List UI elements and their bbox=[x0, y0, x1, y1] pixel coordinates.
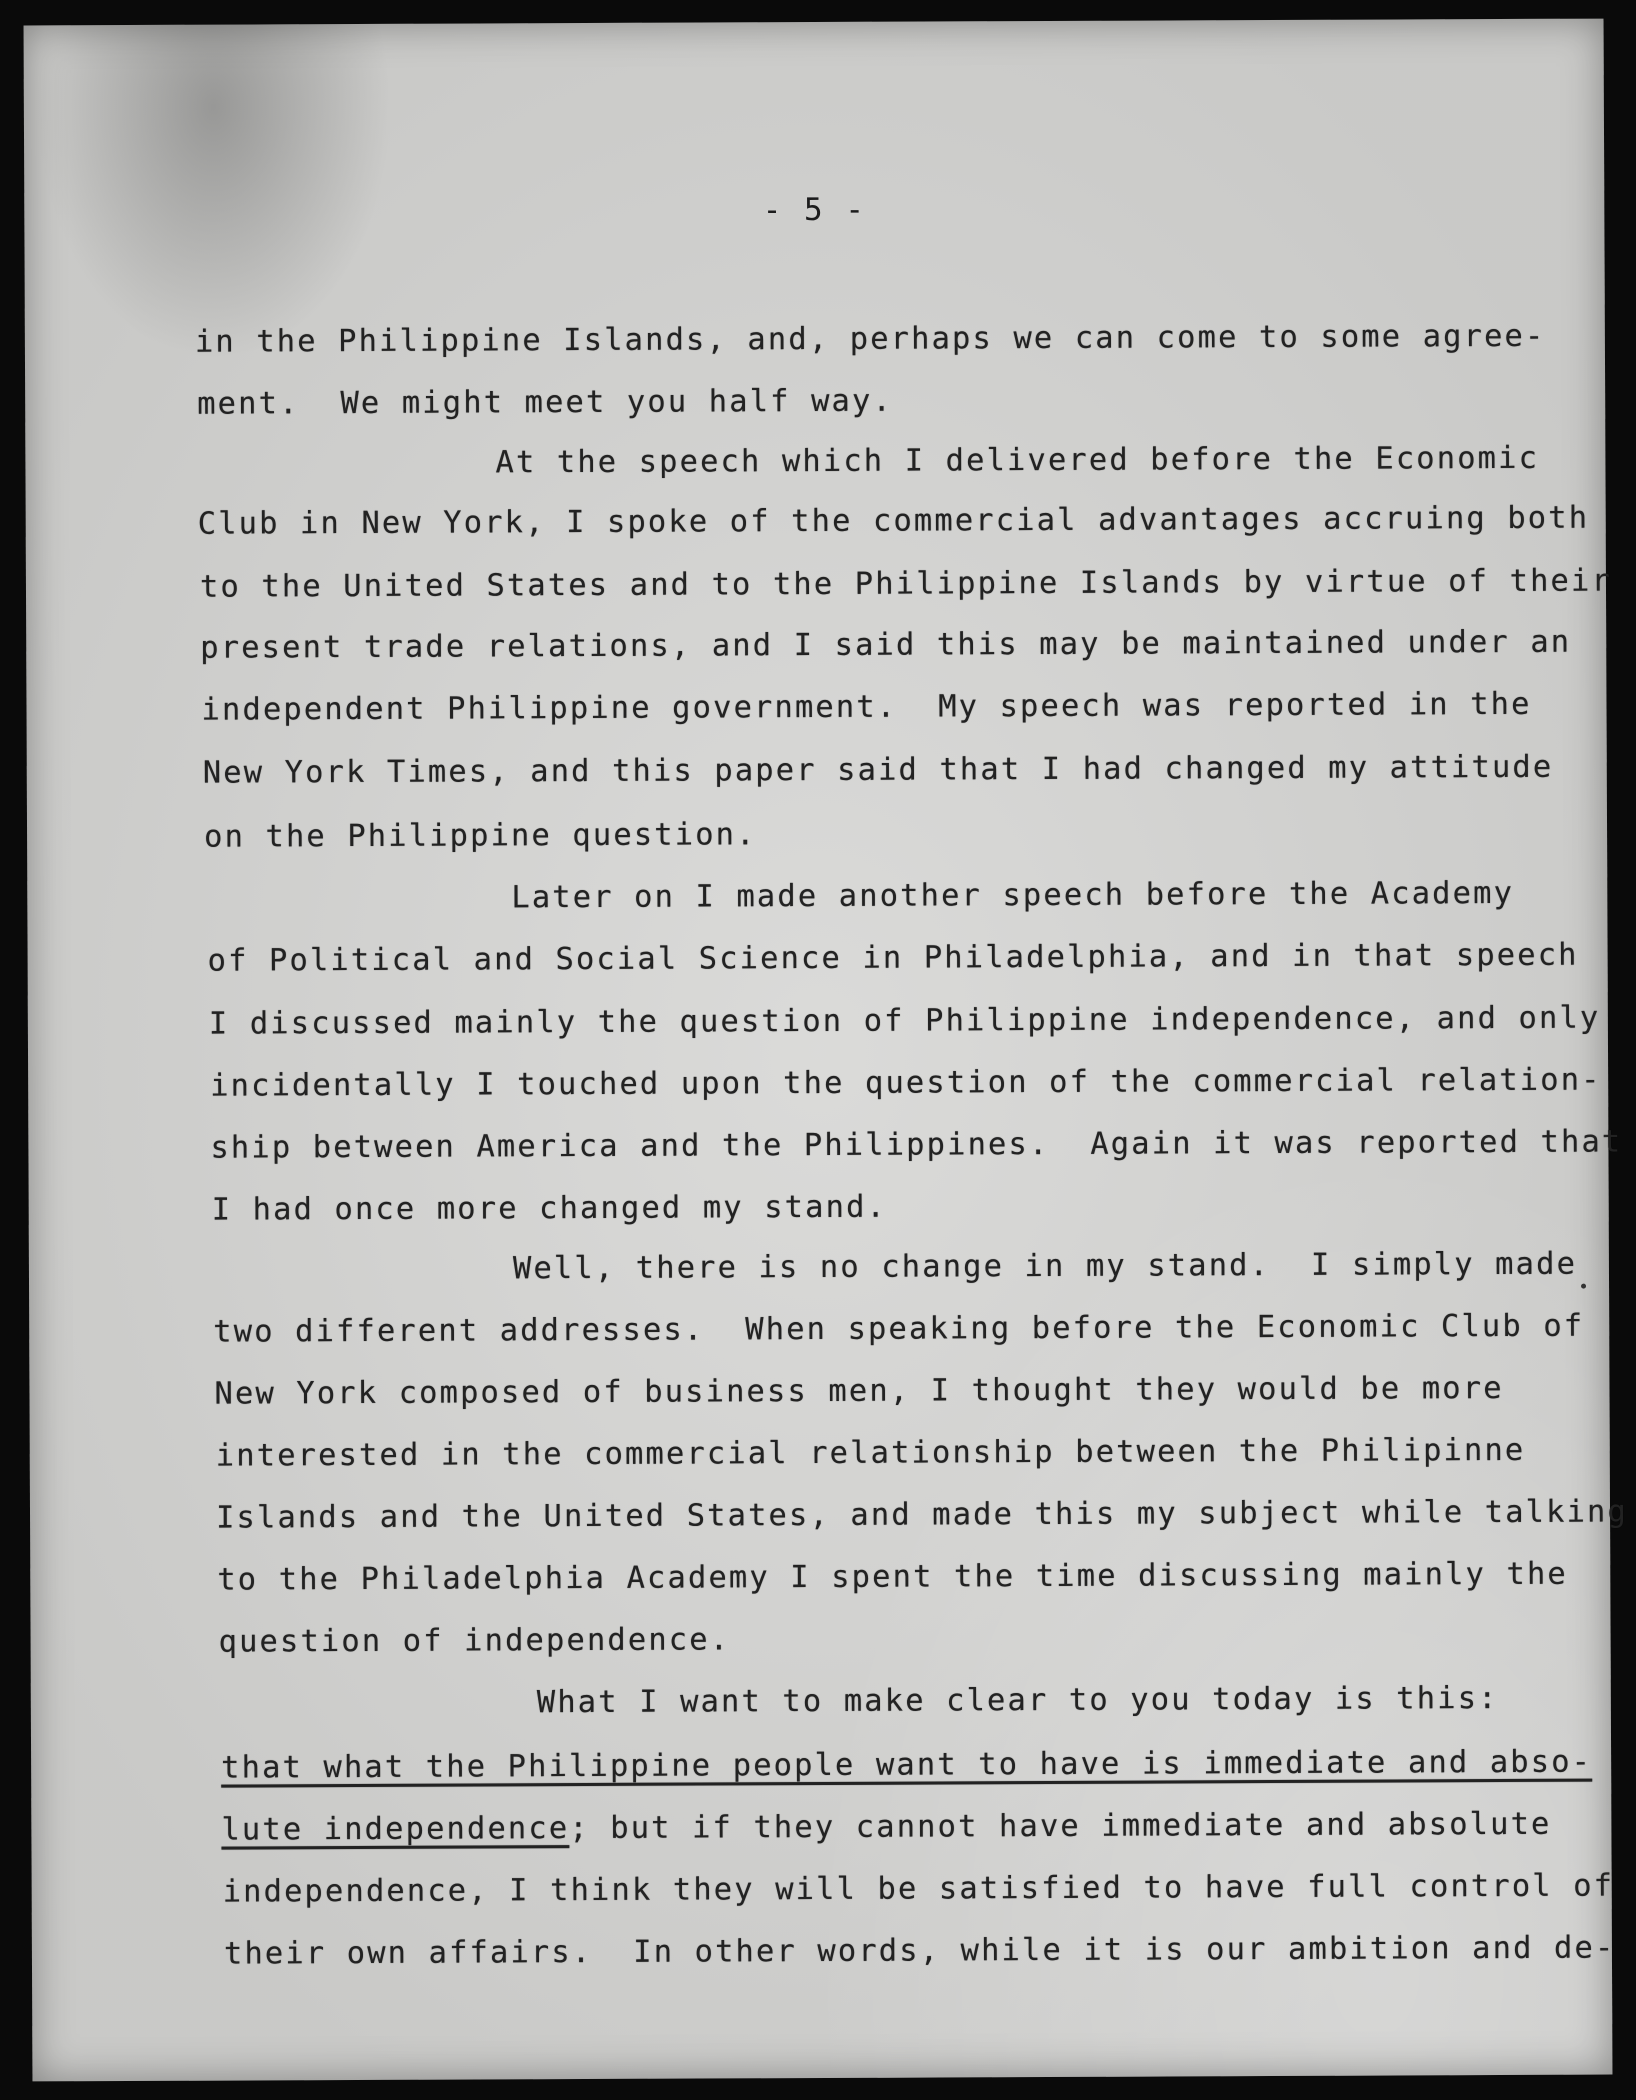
text-line-11: of Political and Social Science in Philadelphia, and in that speech bbox=[207, 937, 1579, 979]
text-line-23: What I want to make clear to you today is this: bbox=[536, 1681, 1499, 1721]
text-line-8: New York Times, and this paper said that I had changed my attitude bbox=[202, 749, 1554, 791]
ink-speck bbox=[1581, 1284, 1586, 1289]
text-line-1: in the Philippine Islands, and, perhaps we can come to some agree- bbox=[194, 318, 1546, 360]
underlined-phrase: lute independence bbox=[221, 1811, 570, 1848]
text-line-12: I discussed mainly the question of Philippine independence, and only bbox=[208, 1000, 1601, 1042]
page-number: - 5 - bbox=[762, 191, 867, 229]
text-line-7: independent Philippine government. My speech was reported in the bbox=[201, 686, 1532, 728]
text-line-2: ment. We might meet you half way. bbox=[197, 383, 893, 422]
text-line-18: New York composed of business men, I thought they would be more bbox=[214, 1371, 1504, 1412]
text-line-9: on the Philippine question. bbox=[203, 817, 757, 855]
text-line-14: ship between America and the Philippines. Again it was reported that bbox=[210, 1124, 1623, 1166]
text-line-24-underlined: that what the Philippine people want to have is immediate and abso- bbox=[221, 1744, 1593, 1786]
text-line-20: Islands and the United States, and made this my subject while talking bbox=[215, 1494, 1629, 1536]
text-line-3: At the speech which I delivered before the Economic bbox=[495, 440, 1540, 481]
document-page bbox=[24, 19, 1629, 2082]
text-line-5: to the United States and to the Philippine Islands by virtue of their bbox=[199, 563, 1612, 605]
text-line-21: to the Philadelphia Academy I spent the time discussing mainly the bbox=[217, 1556, 1568, 1598]
text-line-17: two different addresses. When speaking before the Economic Club of bbox=[213, 1308, 1585, 1350]
text-line-6: present trade relations, and I said this may be maintained under an bbox=[200, 624, 1572, 666]
text-line-25-rest: ; but if they cannot have immediate and absolute bbox=[569, 1806, 1552, 1847]
text-line-19: interested in the commercial relationship between the Philipinne bbox=[215, 1432, 1526, 1474]
text-line-16: Well, there is no change in my stand. I simply made bbox=[512, 1246, 1578, 1287]
text-line-4: Club in New York, I spoke of the commercial advantages accruing both bbox=[197, 500, 1590, 542]
text-line-27: their own affairs. In other words, while it is our ambition and de- bbox=[223, 1930, 1616, 1972]
text-line-26: independence, I think they will be satisfied to have full control of bbox=[222, 1868, 1615, 1910]
text-line-22: question of independence. bbox=[218, 1622, 731, 1660]
text-line-15: I had once more changed my stand. bbox=[211, 1189, 888, 1228]
text-line-10: Later on I made another speech before the Academy bbox=[511, 875, 1515, 916]
text-line-13: incidentally I touched upon the question of the commercial relation- bbox=[210, 1062, 1602, 1104]
text-line-25 bbox=[221, 1807, 1551, 1848]
